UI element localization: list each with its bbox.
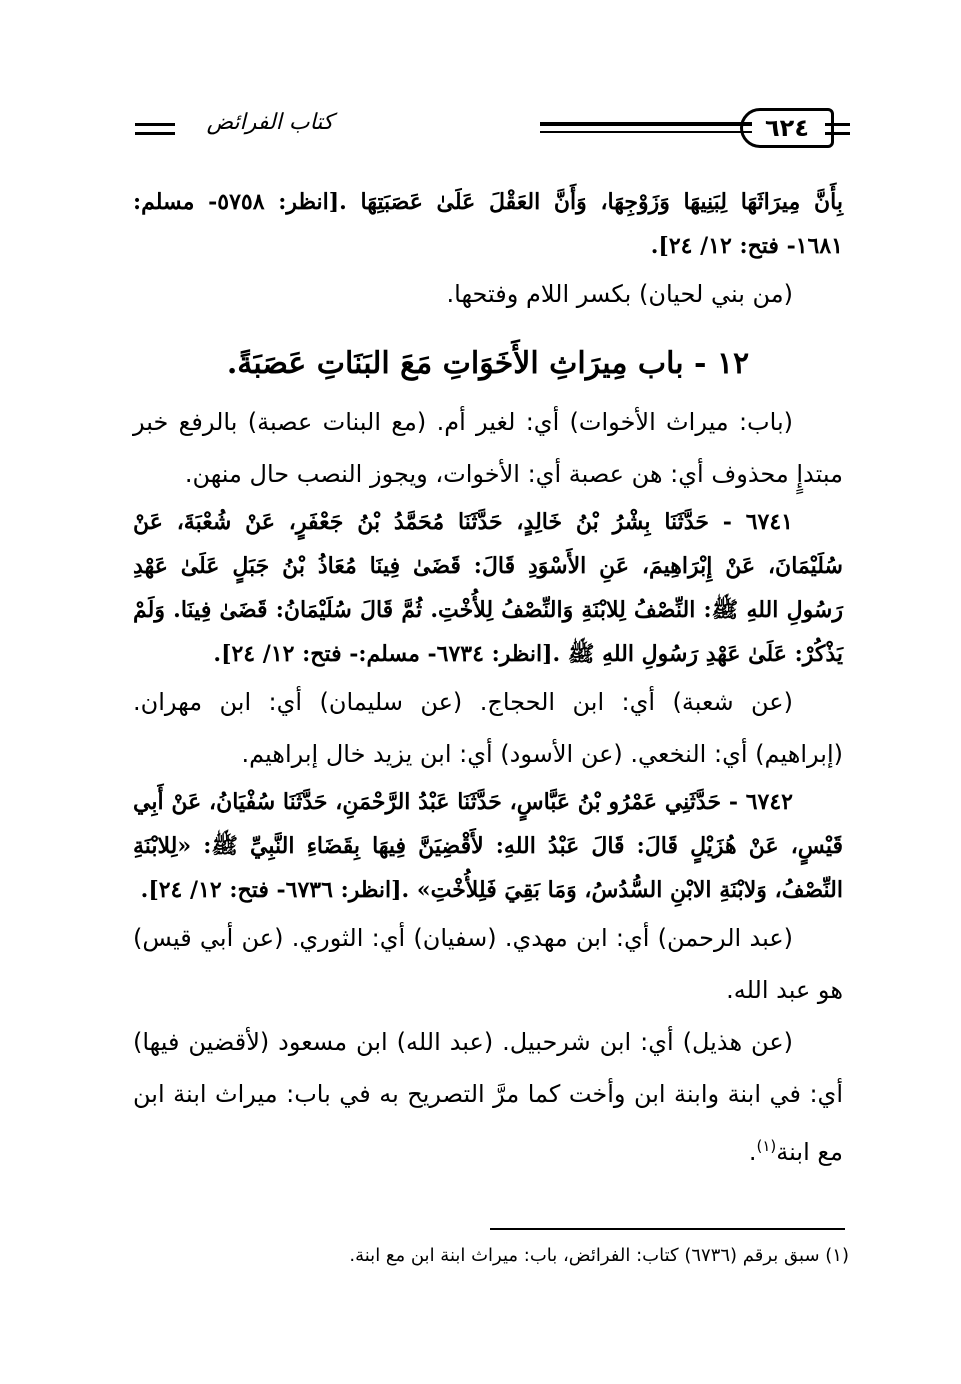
hadith-text: ٦٧٤١ - حَدَّثَنَا بِشْرُ بْنُ خَالِدٍ، حَدَّثَنَا مُحَمَّدُ بْنُ جَعْفَرٍ، عَنْ شُعْبَةَ، عَنْ سُلَيْمَانَ، عَنْ إِبْرَاهِيمَ، عَنِ الأَسْوَدِ قَالَ: قَضَىٰ فِينَا مُعَاذُ بْنُ جَبَلٍ عَلَىٰ عَهْدِ رَسُولِ اللهِ ﷺ: النِّصْفُ لِلابْنَةِ وَالنِّصْفُ لِلأُخْتِ. ثُمَّ قَالَ سُلَيْمَانُ: قَضَىٰ فِينَا. وَلَمْ يَذْكُرْ: عَلَىٰ عَهْدِ رَسُولِ اللهِ ﷺ .[انظر: ٦٧٣٤- مسلم:- فتح: ١٢/ ٢٤]. xyxy=(133,509,843,667)
page-body xyxy=(133,180,843,1178)
header-rule xyxy=(540,131,752,133)
header-rule xyxy=(825,123,850,126)
footnote-separator xyxy=(490,1228,845,1230)
header-rule xyxy=(540,122,752,126)
header-rule xyxy=(825,132,850,135)
commentary-paragraph: (عن شعبة) أي: ابن الحجاج. (عن سليمان) أي: ابن مهران. (إبراهيم) أي: النخعي. (عن الأسود) أي: ابن يزيد خال إبراهيم. xyxy=(133,688,843,768)
page-number: ٦٢٤ xyxy=(740,108,834,148)
hadith-text: ٦٧٤٢ - حَدَّثَنِي عَمْرُو بْنُ عَبَّاسٍ، حَدَّثَنَا عَبْدُ الرَّحْمَنِ، حَدَّثَنَا سُفْيَانُ، عَنْ أَبِي قَيْسٍ، عَنْ هُزَيْلٍ قَالَ: قَالَ عَبْدُ اللهِ: لأَقْضِيَنَّ فِيهَا بِقَضَاءِ النَّبِيِّ ﷺ: «لِلابْنَةِ النِّصْفُ، وَلابْنَةِ الابْنِ السُّدُسُ، وَمَا بَقِيَ فَلِلأُخْتِ» .[انظر: ٦٧٣٦- فتح: ١٢/ ٢٤]. xyxy=(133,789,843,903)
commentary-text-end: . xyxy=(748,1138,757,1166)
commentary-paragraph: (باب: ميراث الأخوات) أي: لغير أم. (مع البنات عصبة) بالرفع خبر مبتدإٍ محذوف أي: هن عصبة أي: الأخوات، ويجوز النصب حال منهن. xyxy=(133,408,843,488)
commentary-paragraph xyxy=(133,1016,843,1178)
commentary-paragraph: (من بني لحيان) بكسر اللام وفتحها. xyxy=(446,280,793,308)
footnote-marker[interactable]: (١) xyxy=(756,1137,777,1155)
footnote: (١) سبق برقم (٦٧٣٦) كتاب: الفرائض، باب: ميراث ابنة ابن مع ابنة. xyxy=(349,1245,849,1266)
chapter-heading: ١٢ - باب مِيرَاثِ الأَخَوَاتِ مَعَ البَنَاتِ عَصَبَةً. xyxy=(226,346,750,381)
header-rule xyxy=(135,132,175,135)
page-header xyxy=(135,108,850,148)
commentary-paragraph: (عبد الرحمن) أي: ابن مهدي. (سفيان) أي: الثوري. (عن أبي قيس) هو عبد الله. xyxy=(133,924,843,1004)
commentary-text: (عن هذيل) أي: ابن شرحبيل. (عبد الله) ابن مسعود (لأقضين فيها) أي: في ابنة وابنة ابن وأخت كما مرَّ التصريح به في باب: ميراث ابنة ابن مع ابنة xyxy=(133,1028,843,1166)
header-rule xyxy=(135,123,175,126)
hadith-text: بِأَنَّ مِيرَاثَهَا لِبَنِيهَا وَزَوْجِهَا، وَأَنَّ العَقْلَ عَلَىٰ عَصَبَتِهَا .[انظر: ٥٧٥٨- مسلم: ١٦٨١- فتح: ١٢/ ٢٤]. xyxy=(133,189,844,259)
running-title: كتاب الفرائض xyxy=(206,110,334,135)
